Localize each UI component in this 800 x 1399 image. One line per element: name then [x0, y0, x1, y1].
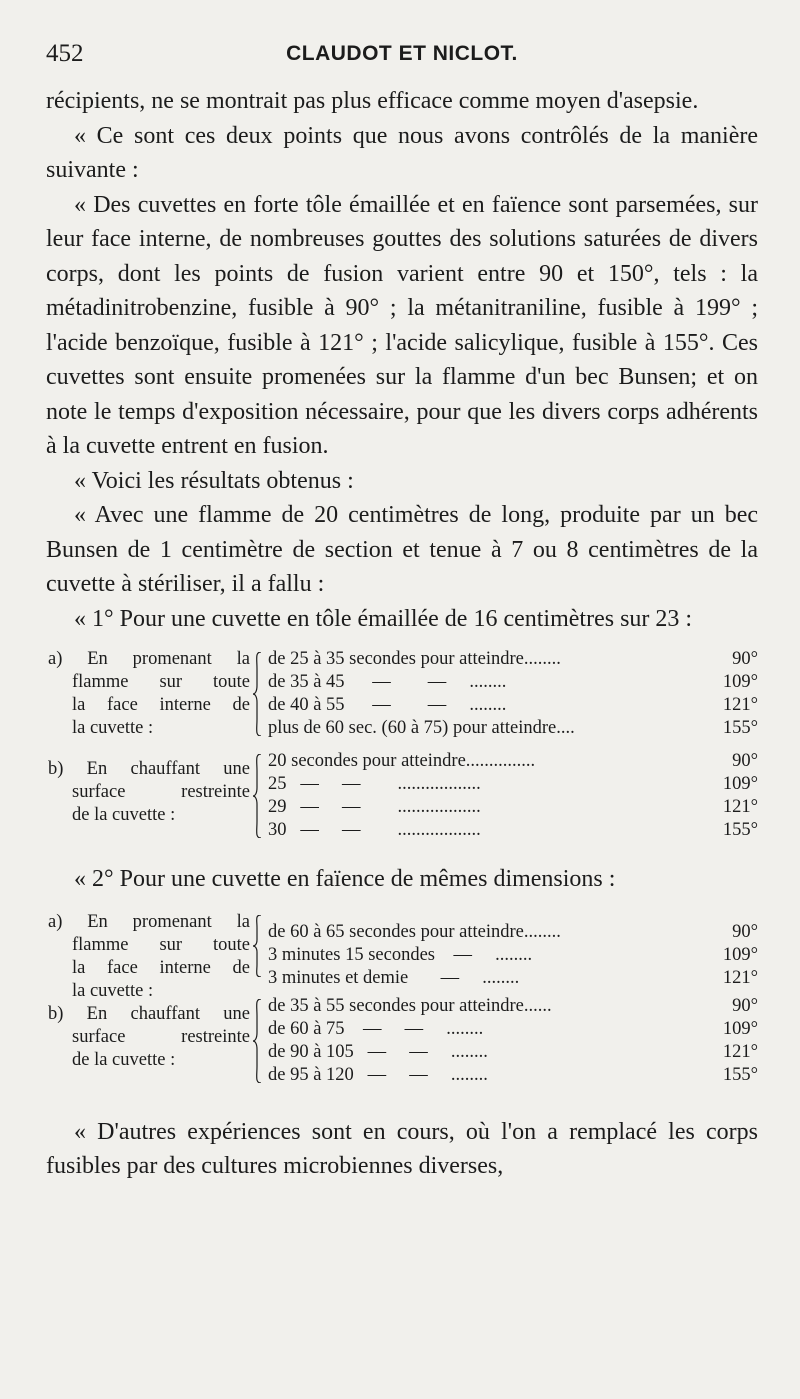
row-temperature: 155°: [722, 1064, 758, 1085]
table-label-line: de la cuvette :: [72, 1049, 176, 1070]
row-temperature: 109°: [722, 944, 758, 965]
results-table-a1: [46, 648, 758, 740]
row-description: de 40 à 55 — — ........: [268, 695, 507, 715]
table-row: [268, 750, 758, 773]
page-number: 452: [46, 40, 84, 67]
row-description: de 35 à 45 — — ........: [268, 672, 507, 692]
paragraph-5: « Avec une flamme de 20 centimètres de long, produite par un bec Bunsen de 1 centimètre de section et tenue à 7 ou 8 centimètres de la cuvette à stériliser, il a fallu :: [46, 502, 758, 597]
results-table-b1: [46, 750, 758, 842]
table-row: [268, 796, 758, 819]
table-label-line: flamme sur toute: [72, 934, 250, 955]
section-2-heading: « 2° Pour une cuvette en faïence de mêmes dimensions :: [74, 866, 616, 892]
brace-icon: [252, 915, 262, 977]
row-temperature: 121°: [722, 967, 758, 988]
paragraph-6: « 1° Pour une cuvette en tôle émaillée de 16 centimètres sur 23 :: [74, 605, 693, 632]
row-description: de 35 à 55 secondes pour atteindre......: [268, 995, 552, 1016]
row-temperature: 109°: [722, 774, 758, 794]
row-temperature: 90°: [732, 921, 758, 942]
row-description: de 60 à 65 secondes pour atteindre........: [268, 921, 561, 942]
row-description: 20 secondes pour atteindre...............: [268, 751, 536, 771]
row-description: de 25 à 35 secondes pour atteindre........: [268, 649, 561, 669]
row-temperature: 155°: [722, 718, 758, 738]
table-row: [268, 717, 758, 740]
table-label-line: la cuvette :: [72, 718, 154, 738]
brace-icon: [252, 999, 262, 1083]
table-label-line: surface restreinte: [72, 1026, 250, 1047]
table-label-line: flamme sur toute: [72, 672, 250, 692]
table-label: [48, 1003, 250, 1072]
row-description: 3 minutes et demie — ........: [268, 967, 520, 988]
table-row: [268, 1064, 758, 1087]
table-row: [268, 995, 758, 1018]
table-row: [268, 694, 758, 717]
table-row: [268, 773, 758, 796]
results-table-b2: [46, 995, 758, 1087]
row-temperature: 121°: [722, 695, 758, 715]
row-temperature: 109°: [722, 672, 758, 692]
paragraph-4: « Voici les résultats obtenus :: [74, 467, 354, 494]
brace-icon: [252, 652, 262, 736]
row-description: de 95 à 120 — — ........: [268, 1064, 488, 1085]
table-row: [268, 819, 758, 842]
table-row: [268, 1018, 758, 1041]
row-description: 30 — — ..................: [268, 820, 481, 840]
table-row: [268, 944, 758, 967]
table-row: [268, 1041, 758, 1064]
row-temperature: 155°: [722, 820, 758, 840]
table-row: [268, 921, 758, 944]
table-label: [48, 911, 250, 1003]
row-temperature: 90°: [732, 995, 758, 1016]
page-header: [46, 40, 758, 76]
table-label: [48, 648, 250, 740]
table-row: [268, 967, 758, 990]
running-title: CLAUDOT ET NICLOT.: [286, 42, 518, 65]
brace-icon: [252, 754, 262, 838]
row-temperature: 90°: [732, 751, 758, 771]
table-label: [48, 758, 250, 827]
row-temperature: 121°: [722, 797, 758, 817]
table-label-line: b) En chauffant une: [48, 759, 250, 779]
row-description: 25 — — ..................: [268, 774, 481, 794]
row-description: de 60 à 75 — — ........: [268, 1018, 484, 1039]
table-label-line: de la cuvette :: [72, 805, 176, 825]
page-body: [46, 84, 758, 1184]
table-label-line: la face interne de: [72, 695, 250, 715]
row-temperature: 121°: [722, 1041, 758, 1062]
table-label-line: a) En promenant la: [48, 649, 250, 669]
closing-paragraph: « D'autres expériences sont en cours, où l'on a remplacé les corps fusibles par des cultures microbiennes diverses,: [46, 1118, 758, 1179]
row-description: plus de 60 sec. (60 à 75) pour atteindre....: [268, 718, 575, 738]
table-label-line: a) En promenant la: [48, 911, 250, 932]
row-description: de 90 à 105 — — ........: [268, 1041, 488, 1062]
table-label-line: la cuvette :: [72, 980, 154, 1001]
row-temperature: 90°: [732, 649, 758, 669]
table-row: [268, 648, 758, 671]
table-label-line: b) En chauffant une: [48, 1003, 250, 1024]
results-table-a2: [46, 911, 758, 1001]
table-label-line: surface restreinte: [72, 782, 250, 802]
row-temperature: 109°: [722, 1018, 758, 1039]
table-label-line: la face interne de: [72, 957, 250, 978]
table-row: [268, 671, 758, 694]
paragraph-2: « Ce sont ces deux points que nous avons contrôlés de la manière suivante :: [46, 122, 758, 183]
paragraph-1: récipients, ne se montrait pas plus efficace comme moyen d'asepsie.: [46, 88, 699, 114]
paragraph-3: « Des cuvettes en forte tôle émaillée et en faïence sont parsemées, sur leur face interne, de nombreuses gouttes des solutions saturées de divers corps, dont les points de fusion varient entre 90 et 150°, tels : la métadinitrobenzine, fusible à 90° ; la métanitraniline, fusible à 199° ; l'acide benzoïque, fusible à 121° ; l'acide salicylique, fusible à 155°. Ces cuvettes sont ensuite promenées sur la flamme d'un bec Bunsen; et on note le temps d'exposition nécessaire, pour que les divers corps adhérents à la cuvette entrent en fusion.: [46, 191, 758, 459]
row-description: 3 minutes 15 secondes — ........: [268, 944, 533, 965]
row-description: 29 — — ..................: [268, 797, 481, 817]
